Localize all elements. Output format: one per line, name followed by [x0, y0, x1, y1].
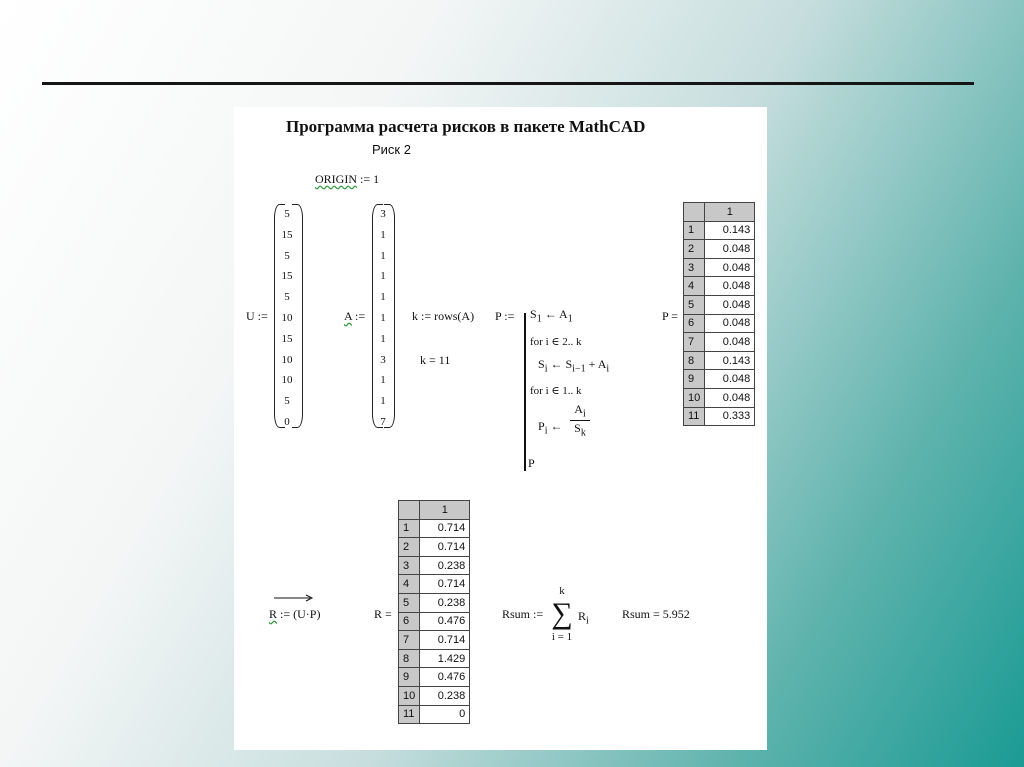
u-value: 5	[284, 249, 290, 262]
u-value: 0	[284, 415, 290, 428]
row-value: 0.048	[705, 314, 755, 333]
r-table-corner	[399, 501, 420, 520]
a-value: 1	[380, 291, 386, 304]
sum-term: $R_i$	[578, 609, 589, 627]
u-value: 15	[281, 270, 293, 283]
row-index: 2	[684, 240, 705, 259]
row-value: 0.333	[705, 407, 755, 426]
row-value: 0.238	[420, 556, 470, 575]
u-label: U :=	[246, 309, 268, 323]
u-value: 15	[281, 228, 293, 241]
r-assign: :=	[280, 607, 291, 621]
u-value: 5	[284, 291, 290, 304]
a-value: 3	[380, 208, 386, 220]
program-bar	[524, 313, 526, 471]
row-value: 0.714	[420, 519, 470, 538]
program-line-1: $S_1$ ← $A_1$	[530, 307, 573, 325]
row-index: 9	[399, 668, 420, 687]
row-index: 7	[684, 333, 705, 352]
row-value: 0.714	[420, 631, 470, 650]
worksheet-title: Программа расчета рисков в пакете MathCAD	[286, 117, 646, 136]
row-value: 0.238	[420, 686, 470, 705]
row-index: 1	[399, 519, 420, 538]
worksheet-subtitle: Риск 2	[372, 142, 411, 157]
row-index: 3	[399, 556, 420, 575]
row-value: 0.476	[420, 612, 470, 631]
u-value: 5	[284, 395, 290, 408]
table-row	[399, 686, 470, 705]
table-row	[399, 538, 470, 557]
table-row	[399, 649, 470, 668]
row-index: 3	[684, 258, 705, 277]
r-table-header: 1	[420, 501, 470, 520]
table-row	[684, 388, 755, 407]
sum-upper-limit: k	[559, 585, 565, 597]
u-value: 10	[281, 374, 293, 387]
row-index: 7	[399, 631, 420, 650]
row-value: 0	[420, 705, 470, 724]
a-value: 3	[380, 353, 386, 366]
a-assign: :=	[352, 309, 366, 323]
row-index: 6	[399, 612, 420, 631]
r-expression: (U·P)	[293, 607, 321, 621]
mathcad-worksheet	[234, 107, 767, 750]
table-row	[399, 705, 470, 724]
row-value: 0.048	[705, 333, 755, 352]
a-right-paren	[384, 204, 395, 428]
a-value: 1	[380, 332, 386, 345]
row-value: 0.048	[705, 240, 755, 259]
a-value: 1	[380, 228, 386, 241]
table-row	[399, 575, 470, 594]
row-index: 5	[684, 295, 705, 314]
program-line-6: P	[528, 456, 535, 470]
rsum-lhs: Rsum :=	[502, 607, 544, 621]
row-index: 10	[399, 686, 420, 705]
row-index: 11	[684, 407, 705, 426]
p-table-label: P =	[662, 309, 678, 323]
p-result-table	[683, 202, 755, 426]
table-row	[684, 258, 755, 277]
sum-lower-limit: i = 1	[551, 631, 573, 643]
a-value: 7	[380, 415, 386, 428]
table-row	[399, 612, 470, 631]
row-index: 4	[399, 575, 420, 594]
row-value: 0.238	[420, 593, 470, 612]
a-value: 1	[380, 249, 386, 262]
u-right-paren	[292, 204, 303, 428]
row-index: 8	[684, 351, 705, 370]
origin-assign: := 1	[360, 172, 380, 186]
row-value: 0.048	[705, 258, 755, 277]
row-value: 0.048	[705, 370, 755, 389]
row-index: 6	[684, 314, 705, 333]
row-index: 5	[399, 593, 420, 612]
row-index: 1	[684, 221, 705, 240]
table-row	[684, 240, 755, 259]
title-underline	[42, 82, 974, 85]
row-index: 8	[399, 649, 420, 668]
u-value: 15	[281, 332, 293, 345]
program-line-5-lhs: $P_i$ ←	[538, 419, 563, 437]
r-definition	[269, 607, 320, 622]
k-result: k = 11	[420, 353, 451, 367]
row-index: 10	[684, 388, 705, 407]
vectorize-arrow-icon	[272, 594, 314, 602]
table-row	[399, 593, 470, 612]
table-row	[399, 556, 470, 575]
origin-name: ORIGIN	[315, 172, 357, 186]
row-value: 0.048	[705, 295, 755, 314]
program-line-4: for i ∈ 1.. k	[530, 385, 582, 397]
a-label	[344, 309, 365, 324]
a-value: 1	[380, 395, 386, 408]
row-index: 2	[399, 538, 420, 557]
r-result-table	[398, 500, 470, 724]
table-row	[684, 370, 755, 389]
table-row	[684, 351, 755, 370]
table-row	[684, 314, 755, 333]
table-row	[684, 277, 755, 296]
a-value: 1	[380, 311, 386, 324]
table-row	[399, 668, 470, 687]
sum-sigma-icon: ∑	[551, 597, 573, 630]
r-table-label: R =	[374, 607, 392, 621]
origin-definition	[315, 172, 379, 187]
table-row	[684, 221, 755, 240]
row-index: 11	[399, 705, 420, 724]
program-line-2: for i ∈ 2.. k	[530, 336, 582, 348]
table-row	[684, 333, 755, 352]
program-line-3: $S_i$ ← $S_{i-1} + A_i$	[538, 357, 610, 375]
a-value: 1	[380, 270, 386, 283]
u-value: 10	[281, 353, 293, 366]
row-value: 0.143	[705, 351, 755, 370]
table-row	[684, 407, 755, 426]
u-value: 5	[284, 208, 290, 220]
p-table-corner	[684, 203, 705, 222]
r-name: R	[269, 607, 278, 621]
table-row	[399, 519, 470, 538]
u-value: 10	[281, 311, 293, 324]
p-table-header: 1	[705, 203, 755, 222]
program-fraction: $A_i$ $S_k$	[570, 402, 590, 439]
program-lhs: P :=	[495, 309, 515, 323]
row-value: 0.476	[420, 668, 470, 687]
a-name: A	[344, 309, 353, 323]
row-value: 0.048	[705, 277, 755, 296]
a-value: 1	[380, 374, 386, 387]
row-value: 1.429	[420, 649, 470, 668]
row-value: 0.048	[705, 388, 755, 407]
row-value: 0.714	[420, 538, 470, 557]
k-definition: k := rows(A)	[412, 309, 475, 323]
table-row	[684, 295, 755, 314]
row-value: 0.143	[705, 221, 755, 240]
row-index: 4	[684, 277, 705, 296]
row-index: 9	[684, 370, 705, 389]
row-value: 0.714	[420, 575, 470, 594]
rsum-result: Rsum = 5.952	[622, 607, 690, 621]
table-row	[399, 631, 470, 650]
